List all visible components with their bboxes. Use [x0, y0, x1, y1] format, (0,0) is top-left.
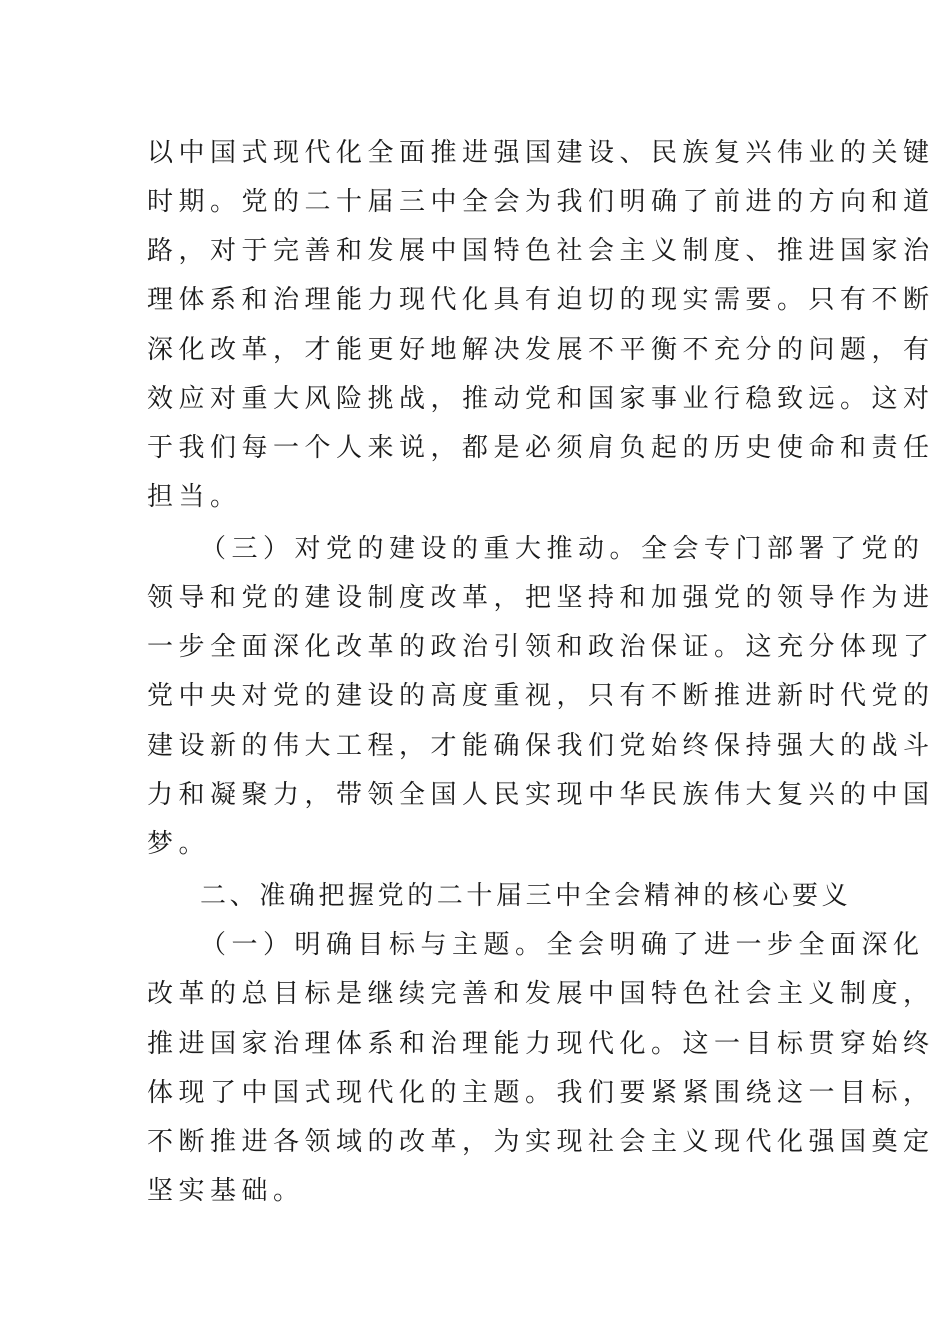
paragraph-line: 效应对重大风险挑战，推动党和国家事业行稳致远。这对 — [147, 384, 935, 414]
section-heading: 二、准确把握党的二十届三中全会精神的核心要义 — [200, 881, 852, 911]
paragraph-first-line: （三）对党的建设的重大推动。全会专门部署了党的 — [200, 534, 925, 564]
paragraph-line: 体现了中国式现代化的主题。我们要紧紧围绕这一目标， — [147, 1078, 935, 1108]
paragraph-line: 推进国家治理体系和治理能力现代化。这一目标贯穿始终 — [147, 1029, 935, 1059]
paragraph-line: 力和凝聚力，带领全国人民实现中华民族伟大复兴的中国 — [147, 780, 935, 810]
paragraph-line: 梦。 — [147, 829, 211, 859]
paragraph-line: 担当。 — [147, 482, 242, 512]
paragraph-line: 一步全面深化改革的政治引领和政治保证。这充分体现了 — [147, 632, 935, 662]
paragraph-line: 领导和党的建设制度改革，把坚持和加强党的领导作为进 — [147, 583, 935, 613]
paragraph-line: 于我们每一个人来说，都是必须肩负起的历史使命和责任 — [147, 433, 935, 463]
paragraph-first-line: （一）明确目标与主题。全会明确了进一步全面深化 — [200, 930, 925, 960]
paragraph-line: 建设新的伟大工程，才能确保我们党始终保持强大的战斗 — [147, 731, 935, 761]
paragraph-line: 改革的总目标是继续完善和发展中国特色社会主义制度， — [147, 979, 935, 1009]
paragraph-line: 路，对于完善和发展中国特色社会主义制度、推进国家治 — [147, 236, 935, 266]
paragraph-line: 时期。党的二十届三中全会为我们明确了前进的方向和道 — [147, 187, 935, 217]
paragraph-line: 不断推进各领域的改革，为实现社会主义现代化强国奠定 — [147, 1127, 935, 1157]
paragraph-line: 坚实基础。 — [147, 1176, 305, 1206]
paragraph-line: 党中央对党的建设的高度重视，只有不断推进新时代党的 — [147, 681, 935, 711]
paragraph-line: 以中国式现代化全面推进强国建设、民族复兴伟业的关键 — [147, 138, 935, 168]
paragraph-line: 理体系和治理能力现代化具有迫切的现实需要。只有不断 — [147, 285, 935, 315]
paragraph-line: 深化改革，才能更好地解决发展不平衡不充分的问题，有 — [147, 335, 935, 365]
